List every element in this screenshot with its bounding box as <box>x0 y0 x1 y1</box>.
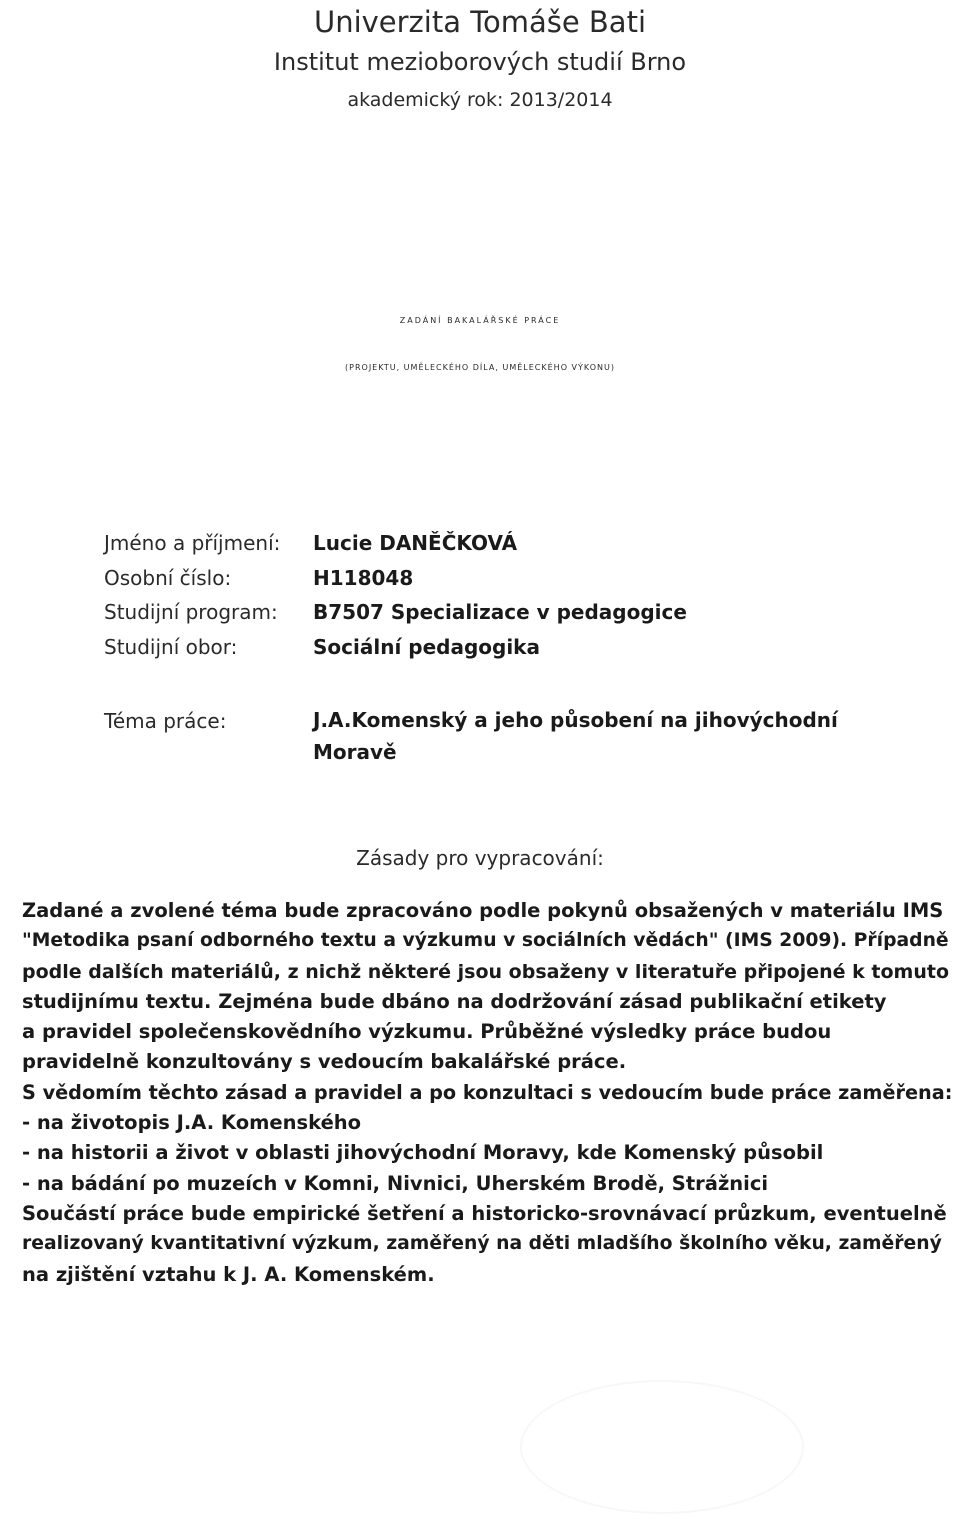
info-label: Studijní program: <box>104 600 278 624</box>
info-value: B7507 Specializace v pedagogice <box>313 600 687 624</box>
principles-line: realizovaný kvantitativní výzkum, zaměřený na děti mladšího školního věku, zaměřený <box>22 1233 942 1255</box>
principles-line: pravidelně konzultovány s vedoucím bakalářské práce. <box>22 1050 627 1074</box>
info-value: Sociální pedagogika <box>313 635 540 659</box>
theme-line: Moravě <box>313 740 397 764</box>
theme-label: Téma práce: <box>104 709 227 733</box>
info-value: Lucie DANĚČKOVÁ <box>313 531 518 555</box>
info-label: Studijní obor: <box>104 635 238 659</box>
principles-line: - na bádání po muzeích v Komni, Nivnici, Uherském Brodě, Strážnici <box>22 1171 769 1195</box>
principles-line: - na životopis J.A. Komenského <box>22 1111 362 1135</box>
principles-line: Součástí práce bude empirické šetření a historicko-srovnávací průzkum, eventuelně <box>22 1201 947 1225</box>
document-title: ZADÁNÍ BAKALÁŘSKÉ PRÁCE <box>399 316 561 325</box>
university-name: Univerzita Tomáše Bati <box>313 5 647 39</box>
info-label: Jméno a příjmení: <box>104 531 281 555</box>
theme-value <box>313 704 838 768</box>
document-subtitle: (PROJEKTU, UMĚLECKÉHO DÍLA, UMĚLECKÉHO VÝKONU) <box>345 363 615 372</box>
principles-line: "Metodika psaní odborného textu a výzkumu v sociálních vědách" (IMS 2009). Případně <box>22 930 949 952</box>
theme-line: J.A.Komenský a jeho působení na jihovýchodní <box>313 708 838 732</box>
principles-line: studijnímu textu. Zejména bude dbáno na dodržování zásad publikační etikety <box>22 989 887 1013</box>
info-row-study-field <box>104 630 924 664</box>
principles-line: S vědomím těchto zásad a pravidel a po konzultaci s vedoucím bude práce zaměřena: <box>22 1080 953 1104</box>
principles-line: podle dalších materiálů, z nichž některé jsou obsaženy v literatuře připojené k tomuto <box>22 960 950 983</box>
info-row-study-program <box>104 595 924 629</box>
info-value: H118048 <box>313 566 414 590</box>
principles-heading: Zásady pro vypracování: <box>356 846 604 870</box>
academic-year: akademický rok: 2013/2014 <box>347 89 613 111</box>
principles-line: na zjištění vztahu k J. A. Komenském. <box>22 1262 435 1286</box>
principles-line: - na historii a život v oblasti jihovýchodní Moravy, kde Komenský působil <box>22 1141 824 1165</box>
faint-stamp-mark <box>520 1380 804 1514</box>
info-label: Osobní číslo: <box>104 566 232 590</box>
info-row-personal-number <box>104 561 924 595</box>
principles-line: Zadané a zvolené téma bude zpracováno podle pokynů obsažených v materiálu IMS <box>22 899 944 922</box>
info-row-name <box>104 526 924 560</box>
principles-line: a pravidel společenskovědního výzkumu. Průběžné výsledky práce budou <box>22 1020 832 1044</box>
institute-name: Institut mezioborových studií Brno <box>273 48 687 76</box>
principles-text <box>22 896 952 1290</box>
